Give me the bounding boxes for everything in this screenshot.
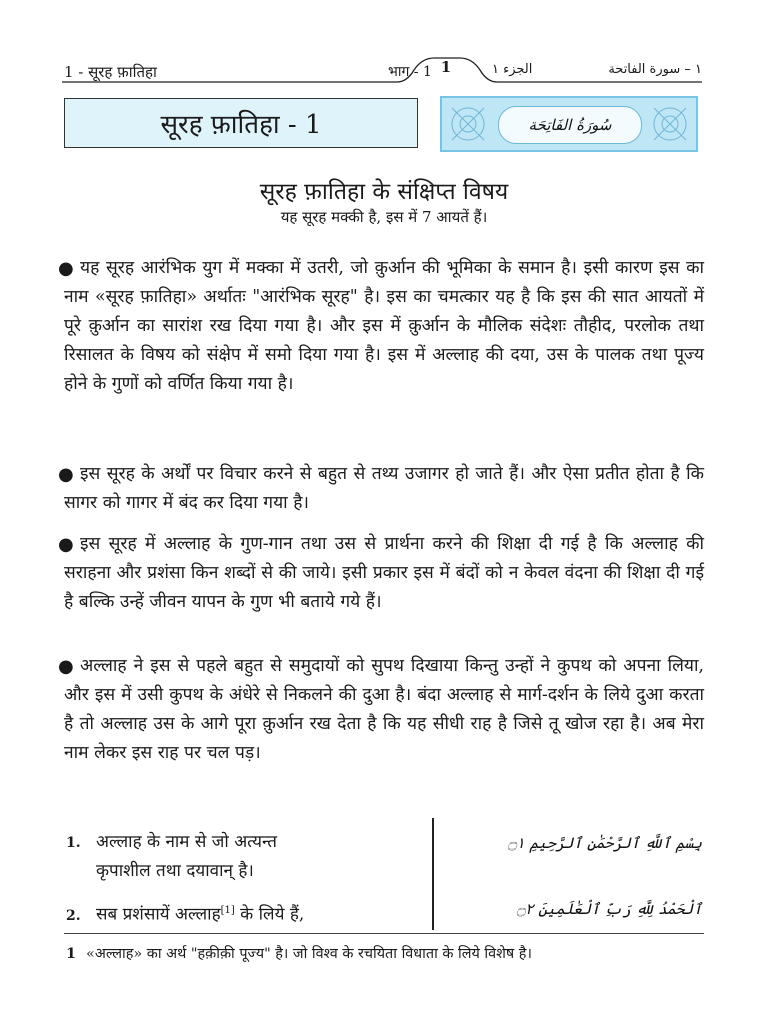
paragraph-text: इस सूरह के अर्थों पर विचार करने से बहुत से तथ्य उजागर हो जाते हैं। और ऐसा प्रतीत होता है कि सागर को गागर में बंद कर दिया गया है। bbox=[64, 464, 704, 513]
verse-2-arabic: ٱلْحَمْدُ لِلَّهِ رَبِّ ٱلْعَٰلَمِينَ ۝٢ bbox=[516, 900, 702, 918]
verse-text-line-2: कृपाशील तथा दयावान् है। bbox=[96, 861, 254, 881]
header-part: भाग - 1 bbox=[388, 64, 432, 80]
verse-1 bbox=[66, 828, 277, 885]
summary-subheading: यह सूरह मक्की है, इस में 7 आयतें हैं। bbox=[280, 208, 488, 226]
verse-number: 1. bbox=[66, 835, 81, 851]
paragraph-text: इस सूरह में अल्लाह के गुण-गान तथा उस से प्रार्थना करने की शिक्षा दी गई है कि अल्लाह की सराहना और प्रशंसा किन शब्दों से की जाये। इसी प्रकार इस में बंदों को न केवल वंदना की शिक्षा दी गई है बल्कि उन्हें जीवन यापन के गुण भी बताये गये हैं। bbox=[64, 534, 704, 612]
header-rule bbox=[62, 52, 702, 88]
page-number: 1 bbox=[440, 58, 452, 76]
paragraph-text: यह सूरह आरंभिक युग में मक्का में उतरी, जो क़ुर्आन की भूमिका के समान है। इसी कारण इस का नाम «सूरह फ़ातिहा» अर्थातः "आरंभिक सूरह" है। इस का चमत्कार यह है कि इस की सात आयतों में पूरे क़ुर्आन का सारांश रख दिया गया है। और इस में क़ुर्आन के मौलिक संदेशः तौहीद, परलोक तथा रिसालत के विषय को संक्षेप में समो दिया गया है। इस में अल्लाह की दया, उस के पालक तथा पूज्य होने के गुणों को वर्णित किया गया है। bbox=[64, 258, 704, 394]
footnote-rule bbox=[64, 933, 704, 934]
verse-2 bbox=[66, 897, 304, 930]
column-divider bbox=[432, 818, 434, 930]
summary-heading: सूरह फ़ातिहा के संक्षिप्त विषय bbox=[259, 179, 509, 205]
header-surah-arabic: ١ – سورة الفاتحة bbox=[608, 62, 702, 77]
bullet-icon: ● bbox=[58, 258, 74, 279]
bullet-icon: ● bbox=[58, 464, 74, 485]
verse-text: सब प्रशंसायें अल्लाह bbox=[96, 904, 221, 925]
bullet-icon: ● bbox=[58, 656, 74, 677]
paragraph-1 bbox=[58, 254, 704, 399]
surah-ornament bbox=[440, 96, 698, 152]
paragraph-text: अल्लाह ने इस से पहले बहुत से समुदायों को सुपथ दिखाया किन्तु उन्हों ने कुपथ को अपना लिया, और इस में उसी कुपथ के अंधेरे से निकलने की दुआ है। बंदा अल्लाह से मार्ग-दर्शन के लिये दुआ करता है तो अल्लाह उस के आगे पूरा क़ुर्आन रख देता है कि यह सीधी राह है जिसे तू खोज रहा है। अब मेरा नाम लेकर इस राह पर चल पड़। bbox=[64, 656, 704, 763]
page-header bbox=[62, 52, 702, 88]
paragraph-4 bbox=[58, 652, 704, 768]
footnote bbox=[66, 944, 706, 963]
footnote-number: 1 bbox=[66, 945, 77, 962]
verse-text-line-1: अल्लाह के नाम से जो अत्यन्त bbox=[96, 832, 277, 852]
verse-1-arabic: بِسْمِ ٱللَّهِ ٱلرَّحْمَٰنِ ٱلرَّحِيمِ ۝١ bbox=[507, 834, 702, 852]
paragraph-2 bbox=[58, 460, 704, 518]
ornament-arabic-title: سُورَةُ الفَاتِحَة bbox=[498, 106, 642, 144]
verse-number: 2. bbox=[66, 907, 81, 924]
footnote-text: «अल्लाह» का अर्थ "हक़ीक़ी पूज्य" है। जो विश्व के रचयिता विधाता के लिये विशेष है। bbox=[86, 946, 532, 962]
verse-text-end: के लिये हैं, bbox=[234, 904, 305, 925]
surah-title: सूरह फ़ातिहा - 1 bbox=[64, 98, 418, 148]
header-surah-name: 1 - सूरह फ़ातिहा bbox=[64, 63, 157, 81]
bullet-icon: ● bbox=[58, 534, 74, 555]
paragraph-3 bbox=[58, 530, 704, 617]
header-juz-arabic: الجزء ١ bbox=[492, 62, 533, 77]
footnote-ref[interactable]: [1] bbox=[220, 905, 235, 916]
